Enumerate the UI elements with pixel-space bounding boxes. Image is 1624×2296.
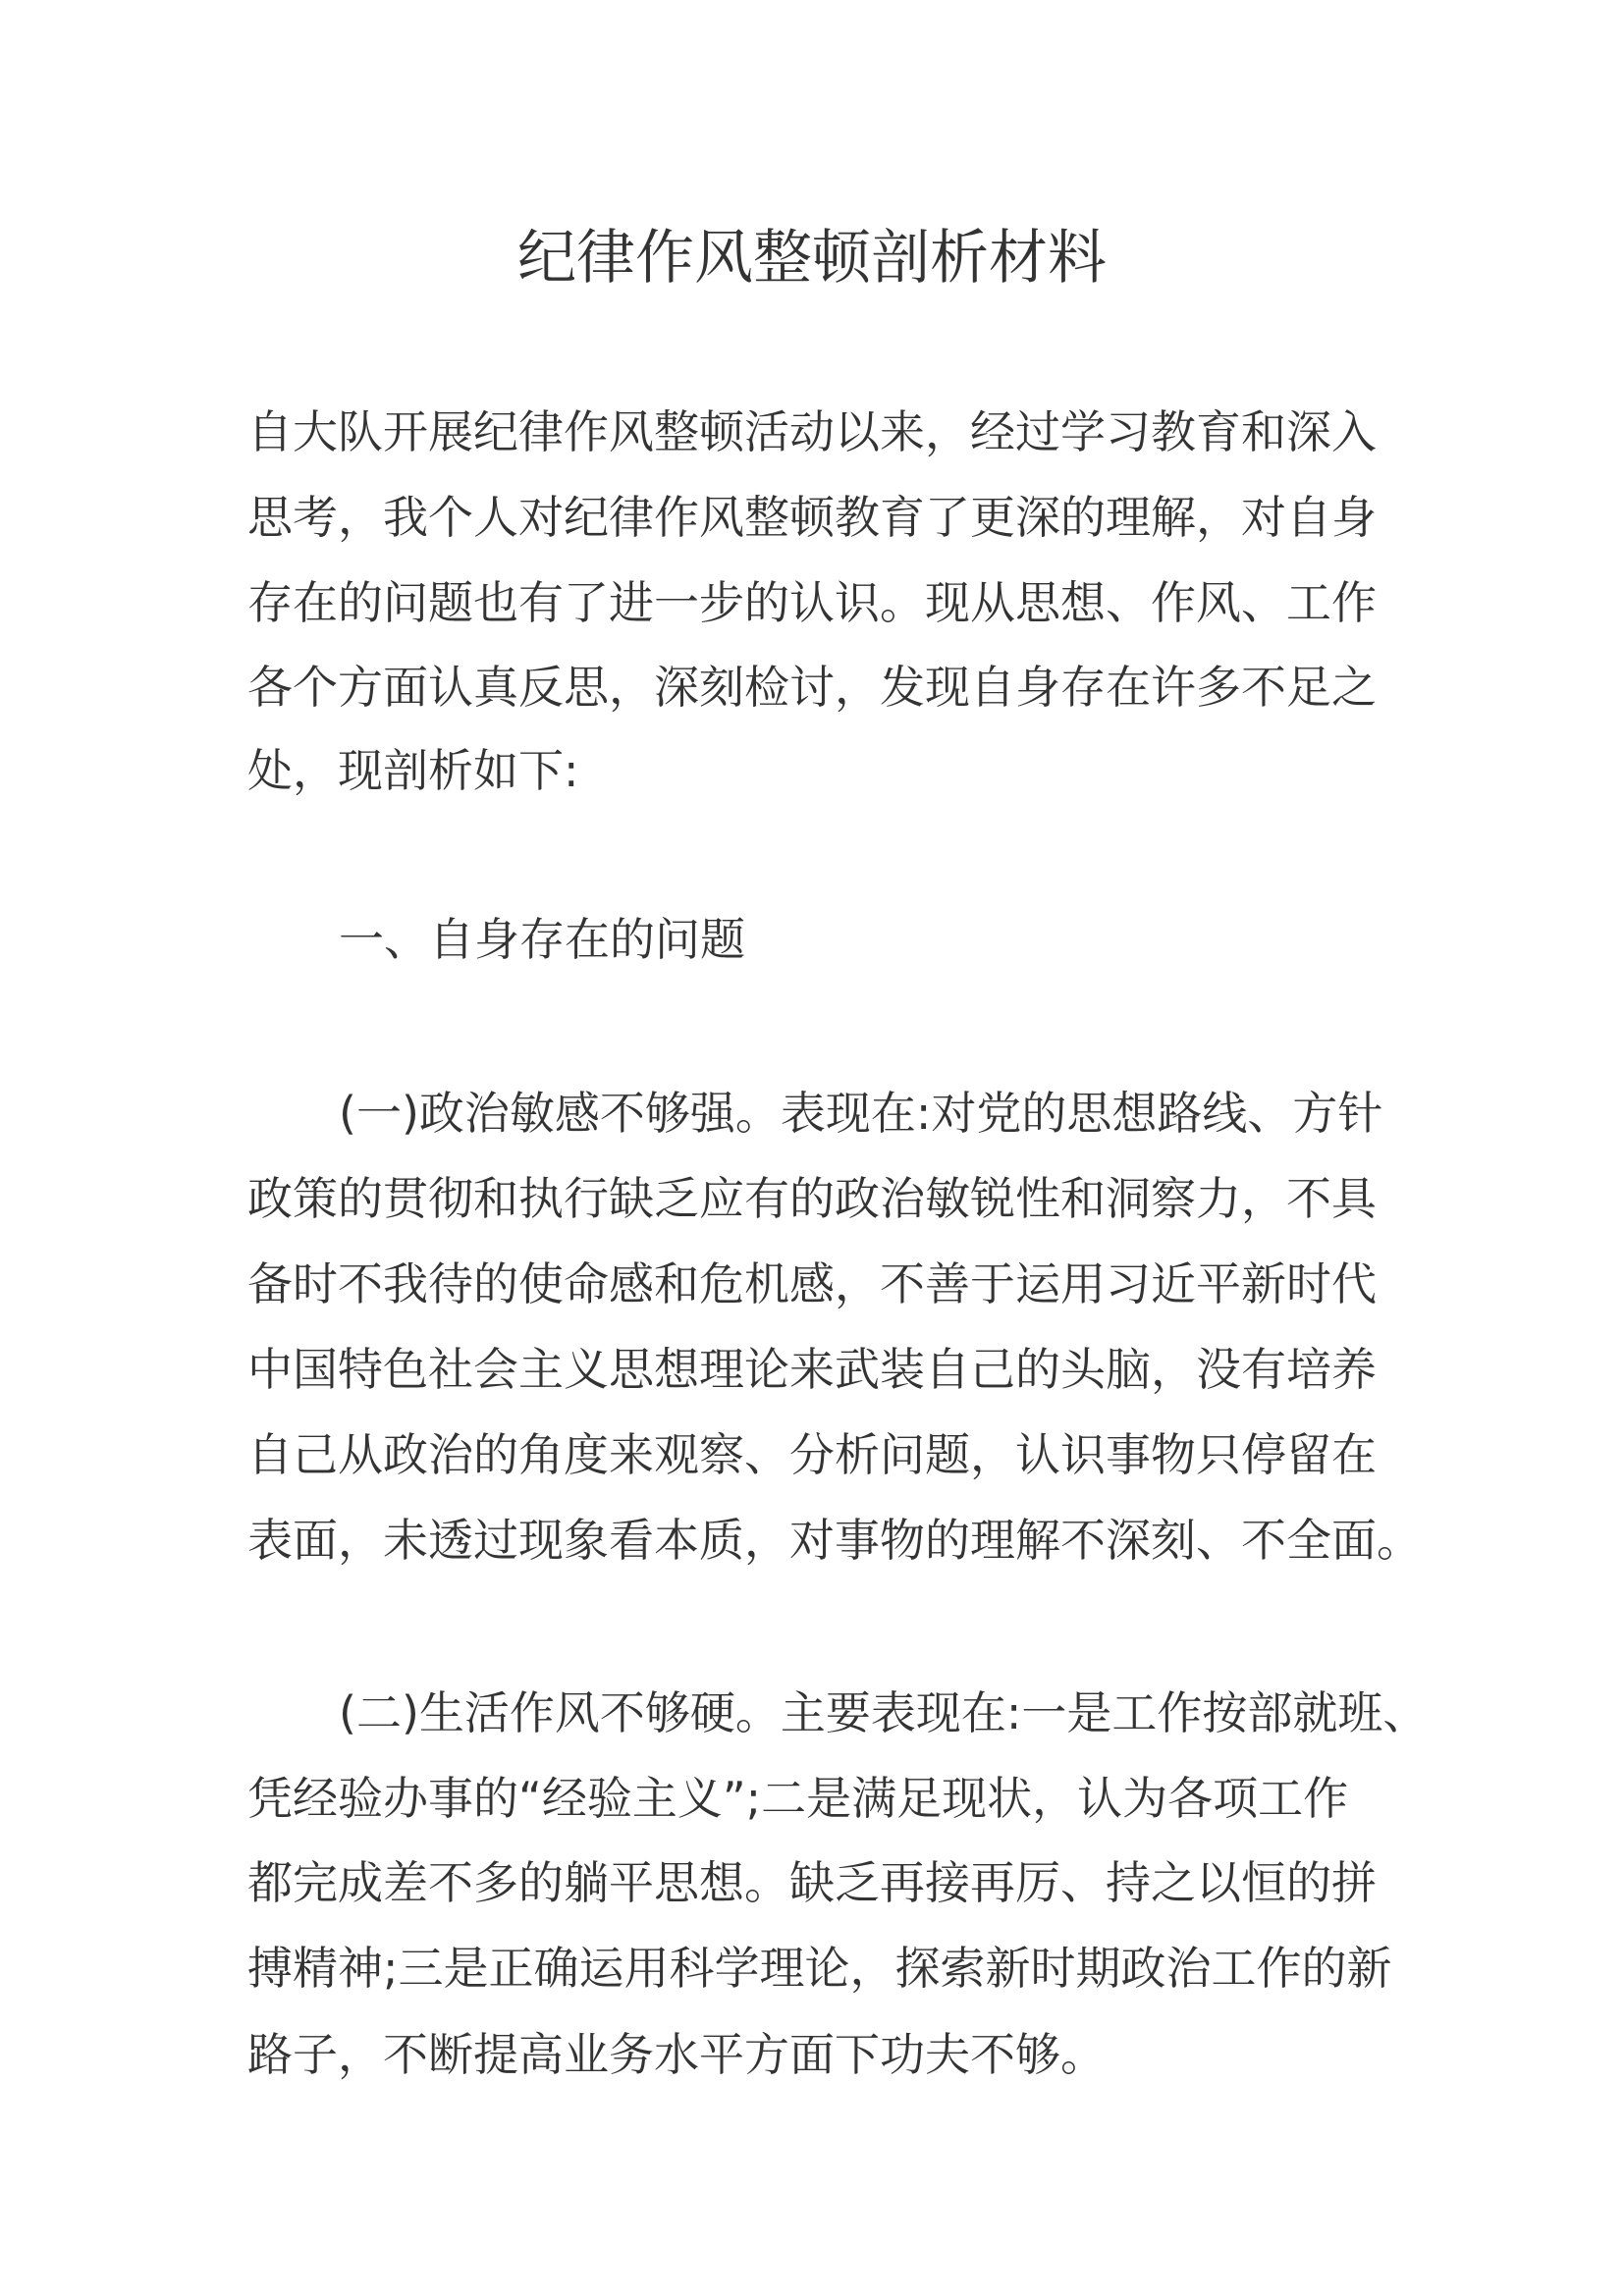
text-line: 表面，未透过现象看本质，对事物的理解不深刻、不全面。 — [247, 1514, 1422, 1567]
text-line: 搏精神;三是正确运用科学理论，探索新时期政治工作的新 — [247, 1942, 1392, 1995]
text-line: 自己从政治的角度来观察、分析问题，认识事物只停留在 — [247, 1428, 1377, 1481]
text-line: 存在的问题也有了进一步的认识。现从思想、作风、工作 — [247, 576, 1377, 629]
text-line: 凭经验办事的“经验主义”;二是满足现状，认为各项工作 — [247, 1772, 1349, 1825]
document-title: 纪律作风整顿剖析材料 — [517, 224, 1107, 293]
text-line: (一)政治敏感不够强。表现在:对党的思想路线、方针 — [339, 1087, 1383, 1140]
text-line: 备时不我待的使命感和危机感，不善于运用习近平新时代 — [247, 1257, 1377, 1310]
text-line: 处，现剖析如下: — [247, 744, 579, 797]
text-line: 路子，不断提高业务水平方面下功夫不够。 — [247, 2028, 1106, 2081]
text-line: 都完成差不多的躺平思想。缺乏再接再厉、持之以恒的拼 — [247, 1856, 1377, 1909]
text-line: 中国特色社会主义思想理论来武装自己的头脑，没有培养 — [247, 1343, 1377, 1396]
text-line: (二)生活作风不够硬。主要表现在:一是工作按部就班、 — [339, 1686, 1429, 1739]
text-line: 思考，我个人对纪律作风整顿教育了更深的理解，对自身 — [247, 491, 1377, 544]
section-heading: 一、自身存在的问题 — [339, 913, 745, 966]
text-line: 政策的贯彻和执行缺乏应有的政治敏锐性和洞察力，不具 — [247, 1172, 1377, 1225]
text-line: 各个方面认真反思，深刻检讨，发现自身存在许多不足之 — [247, 661, 1377, 714]
text-line: 自大队开展纪律作风整顿活动以来，经过学习教育和深入 — [247, 405, 1377, 458]
